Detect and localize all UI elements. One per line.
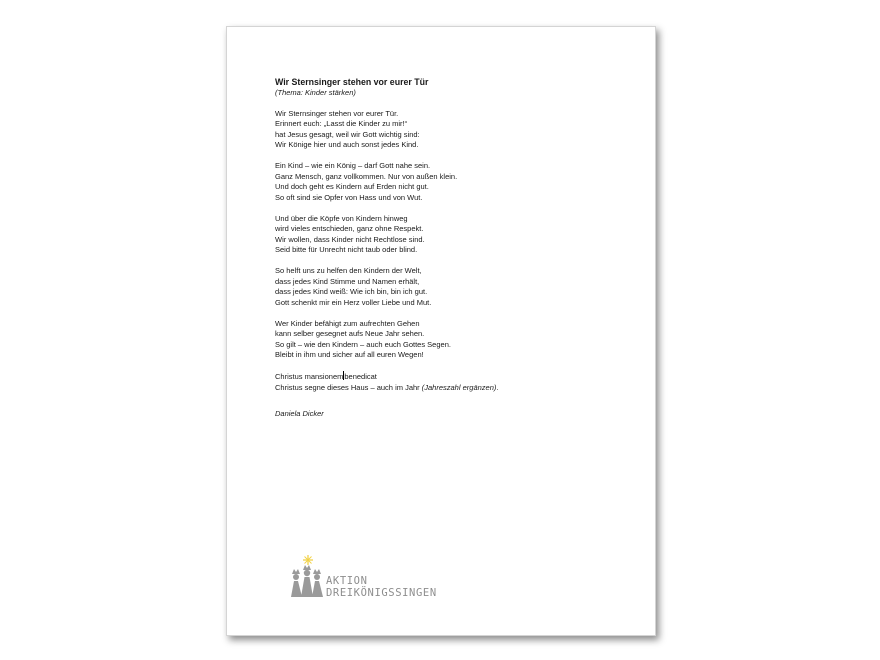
poem-line: kann selber gesegnet aufs Neue Jahr sehen. <box>275 329 425 338</box>
document-page <box>226 26 656 636</box>
blessing-text: . <box>496 382 499 392</box>
poem-line: So helft uns zu helfen den Kindern der Welt, <box>275 266 422 275</box>
poem-line: Ein Kind – wie ein König – darf Gott nahe sein. <box>275 161 431 170</box>
aktion-dreikoenigssingen-logo <box>287 554 437 604</box>
blessing-text: Christus mansionem <box>275 372 344 381</box>
poem-title: Wir Sternsinger stehen vor eurer Tür <box>275 77 429 87</box>
blessing-line-2 <box>275 383 635 394</box>
poem-line: Ganz Mensch, ganz vollkommen. Nur von außen klein. <box>275 171 458 181</box>
poem-line: Wir wollen, dass Kinder nicht Rechtlose sind. <box>275 234 425 244</box>
star-icon <box>303 555 313 565</box>
three-kings-figures <box>291 565 323 597</box>
poem-line: dass jedes Kind Stimme und Namen erhält, <box>275 276 420 286</box>
blessing-block <box>275 371 635 393</box>
poem-line: hat Jesus gesagt, weil wir Gott wichtig sind: <box>275 129 420 139</box>
stanza-4 <box>275 266 635 308</box>
logo-line-2: DREIKÖNIGSSINGEN <box>326 587 437 599</box>
poem-line: Gott schenkt mir ein Herz voller Liebe und Mut. <box>275 297 432 307</box>
logo-wordmark <box>326 575 437 599</box>
blessing-text: Christus segne dieses Haus – auch im Jahr <box>275 382 422 392</box>
logo-line-1: AKTION <box>326 575 368 587</box>
poem-subtitle: (Thema: Kinder stärken) <box>275 88 356 97</box>
poem-content <box>275 77 635 427</box>
stanza-2 <box>275 161 635 203</box>
poem-line: Und doch geht es Kindern auf Erden nicht gut. <box>275 182 429 191</box>
poem-line: So gilt – wie den Kindern – auch euch Gottes Segen. <box>275 339 451 349</box>
author-name: Daniela Dicker <box>275 409 324 418</box>
blessing-line-1 <box>275 371 635 383</box>
poem-line: Wir Sternsinger stehen vor eurer Tür. <box>275 108 399 118</box>
poem-line: Seid bitte für Unrecht nicht taub oder blind. <box>275 245 418 254</box>
poem-line: Wir Könige hier und auch sonst jedes Kind. <box>275 140 419 149</box>
sternsinger-logo-icon <box>287 554 327 600</box>
poem-line: wird vieles entschieden, ganz ohne Respekt. <box>275 224 424 233</box>
poem-line: Und über die Köpfe von Kindern hinweg <box>275 213 408 223</box>
stanza-3 <box>275 214 635 256</box>
poem-line: dass jedes Kind weiß: Wie ich bin, bin ich gut. <box>275 287 428 296</box>
year-placeholder: (Jahreszahl ergänzen) <box>421 382 497 392</box>
poem-line: So oft sind sie Opfer von Hass und von Wut. <box>275 192 423 202</box>
stanza-1 <box>275 109 635 151</box>
blessing-text: benedicat <box>344 372 377 381</box>
poem-line: Bleibt in ihm und sicher auf all euren Wegen! <box>275 350 424 359</box>
poem-line: Erinnert euch: „Lasst die Kinder zu mir!“ <box>275 119 408 128</box>
poem-line: Wer Kinder befähigt zum aufrechten Gehen <box>275 318 420 328</box>
stanza-5 <box>275 319 635 361</box>
